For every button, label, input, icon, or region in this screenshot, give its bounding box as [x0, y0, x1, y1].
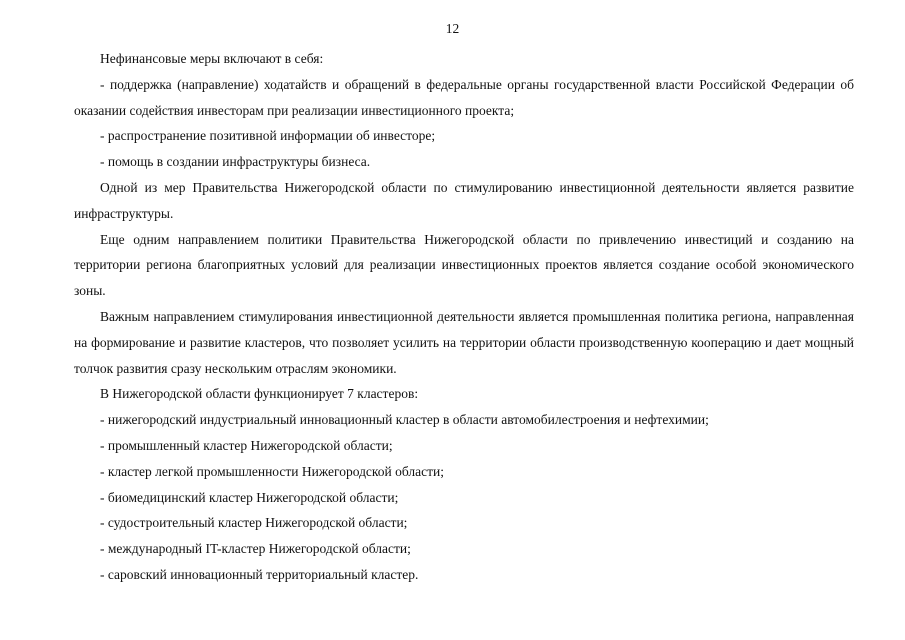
cluster-item-it: - международный IT-кластер Нижегородской области;	[100, 541, 411, 557]
cluster-item-industrial: - промышленный кластер Нижегородской области;	[100, 437, 393, 453]
list-item-infrastructure-help: - помощь в создании инфраструктуры бизнеса.	[100, 154, 371, 170]
cluster-item-automotive: - нижегородский индустриальный инновационный кластер в области автомобилестроения и нефтехимии;	[100, 412, 709, 428]
paragraph-infrastructure: Одной из мер Правительства Нижегородской области по стимулированию инвестиционной деятельности является развитие инфраструктуры.	[74, 179, 854, 221]
page-number: 12	[445, 21, 460, 36]
cluster-item-sarov: - саровский инновационный территориальный кластер.	[100, 566, 419, 582]
paragraph-special-zone: Еще одним направлением политики Правительства Нижегородской области по привлечению инвестиций и созданию на территории региона благоприятных условий для реализации инвестиционных проектов является создание особой экономического зоны.	[74, 231, 854, 299]
paragraph-intro: Нефинансовые меры включают в себя:	[100, 51, 324, 66]
cluster-item-biomedical: - биомедицинский кластер Нижегородской области;	[100, 489, 399, 505]
document-body	[74, 46, 854, 588]
paragraph-clusters-intro: В Нижегородской области функционирует 7 кластеров:	[100, 386, 419, 402]
list-item-support-petitions: - поддержка (направление) ходатайств и обращений в федеральные органы государственной власти Российской Федерации об оказании содействия инвесторам при реализации инвестиционного проекта;	[74, 76, 854, 118]
list-item-positive-info: - распространение позитивной информации об инвесторе;	[100, 128, 436, 144]
cluster-item-shipbuilding: - судостроительный кластер Нижегородской области;	[100, 515, 408, 531]
cluster-item-light-industry: - кластер легкой промышленности Нижегородской области;	[100, 463, 445, 479]
paragraph-industrial-policy: Важным направлением стимулирования инвестиционной деятельности является промышленная политика региона, направленная на формирование и развитие кластеров, что позволяет усилить на территории области производственную кооперацию и дает мощный толчок развития сразу нескольким отраслям экономики.	[74, 308, 854, 376]
